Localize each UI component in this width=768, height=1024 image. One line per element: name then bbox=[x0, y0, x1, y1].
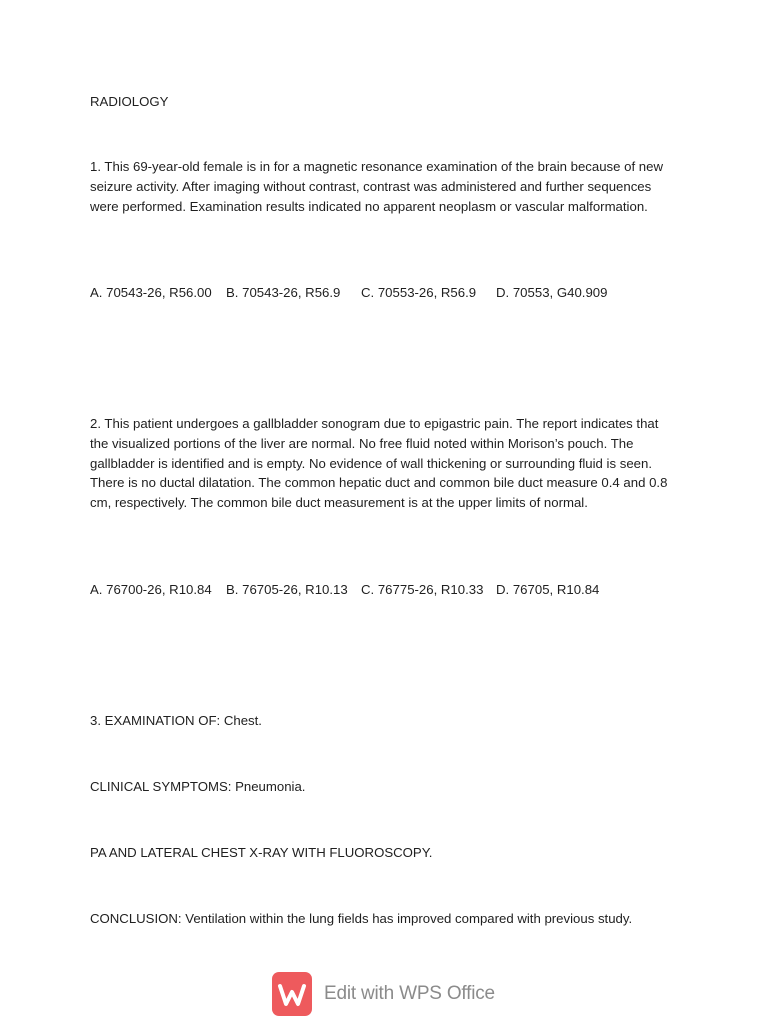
document-heading: RADIOLOGY bbox=[90, 94, 169, 109]
question-1-choice-c: C. 70553-26, R56.9 bbox=[361, 285, 477, 300]
question-1-choice-b: B. 70543-26, R56.9 bbox=[226, 285, 341, 300]
question-1-choice-a: A. 70543-26, R56.00 bbox=[90, 285, 212, 300]
question-2-choice-b: B. 76705-26, R10.13 bbox=[226, 582, 348, 597]
wps-watermark[interactable] bbox=[272, 972, 522, 1016]
wps-office-logo-icon bbox=[272, 972, 312, 1016]
wps-watermark-text: Edit with WPS Office bbox=[324, 983, 495, 1004]
question-1-choice-d: D. 70553, G40.909 bbox=[496, 285, 608, 300]
question-1-choices bbox=[90, 283, 690, 303]
question-2-choice-c: C. 76775-26, R10.33 bbox=[361, 582, 484, 597]
question-2-choices bbox=[90, 580, 690, 600]
question-2-choice-d: D. 76705, R10.84 bbox=[496, 582, 600, 597]
question-3-exam: 3. EXAMINATION OF: Chest. bbox=[90, 713, 262, 728]
question-3-conclusion: CONCLUSION: Ventilation within the lung fields has improved compared with previous study. bbox=[90, 911, 633, 926]
question-2-text: 2. This patient undergoes a gallbladder sonogram due to epigastric pain. The report indicates that the visualized portions of the liver are normal. No free fluid noted within Morison’s pouch. The gallbladder is identified and is empty. No evidence of wall thickening or surrounding fluid is seen. There is no ductal dilatation. The common hepatic duct and common bile duct measure 0.4 and 0.8 cm, respectively. The common bile duct measurement is at the upper limits of normal. bbox=[90, 416, 668, 511]
question-1-text: 1. This 69-year-old female is in for a magnetic resonance examination of the brain because of new seizure activity. After imaging without contrast, contrast was administered and further sequences were performed. Examination results indicated no apparent neoplasm or vascular malformation. bbox=[90, 159, 663, 214]
document-page bbox=[90, 0, 690, 1024]
question-2-choice-a: A. 76700-26, R10.84 bbox=[90, 582, 212, 597]
question-3-procedure: PA AND LATERAL CHEST X-RAY WITH FLUOROSCOPY. bbox=[90, 845, 433, 860]
question-3-symptoms: CLINICAL SYMPTOMS: Pneumonia. bbox=[90, 779, 306, 794]
